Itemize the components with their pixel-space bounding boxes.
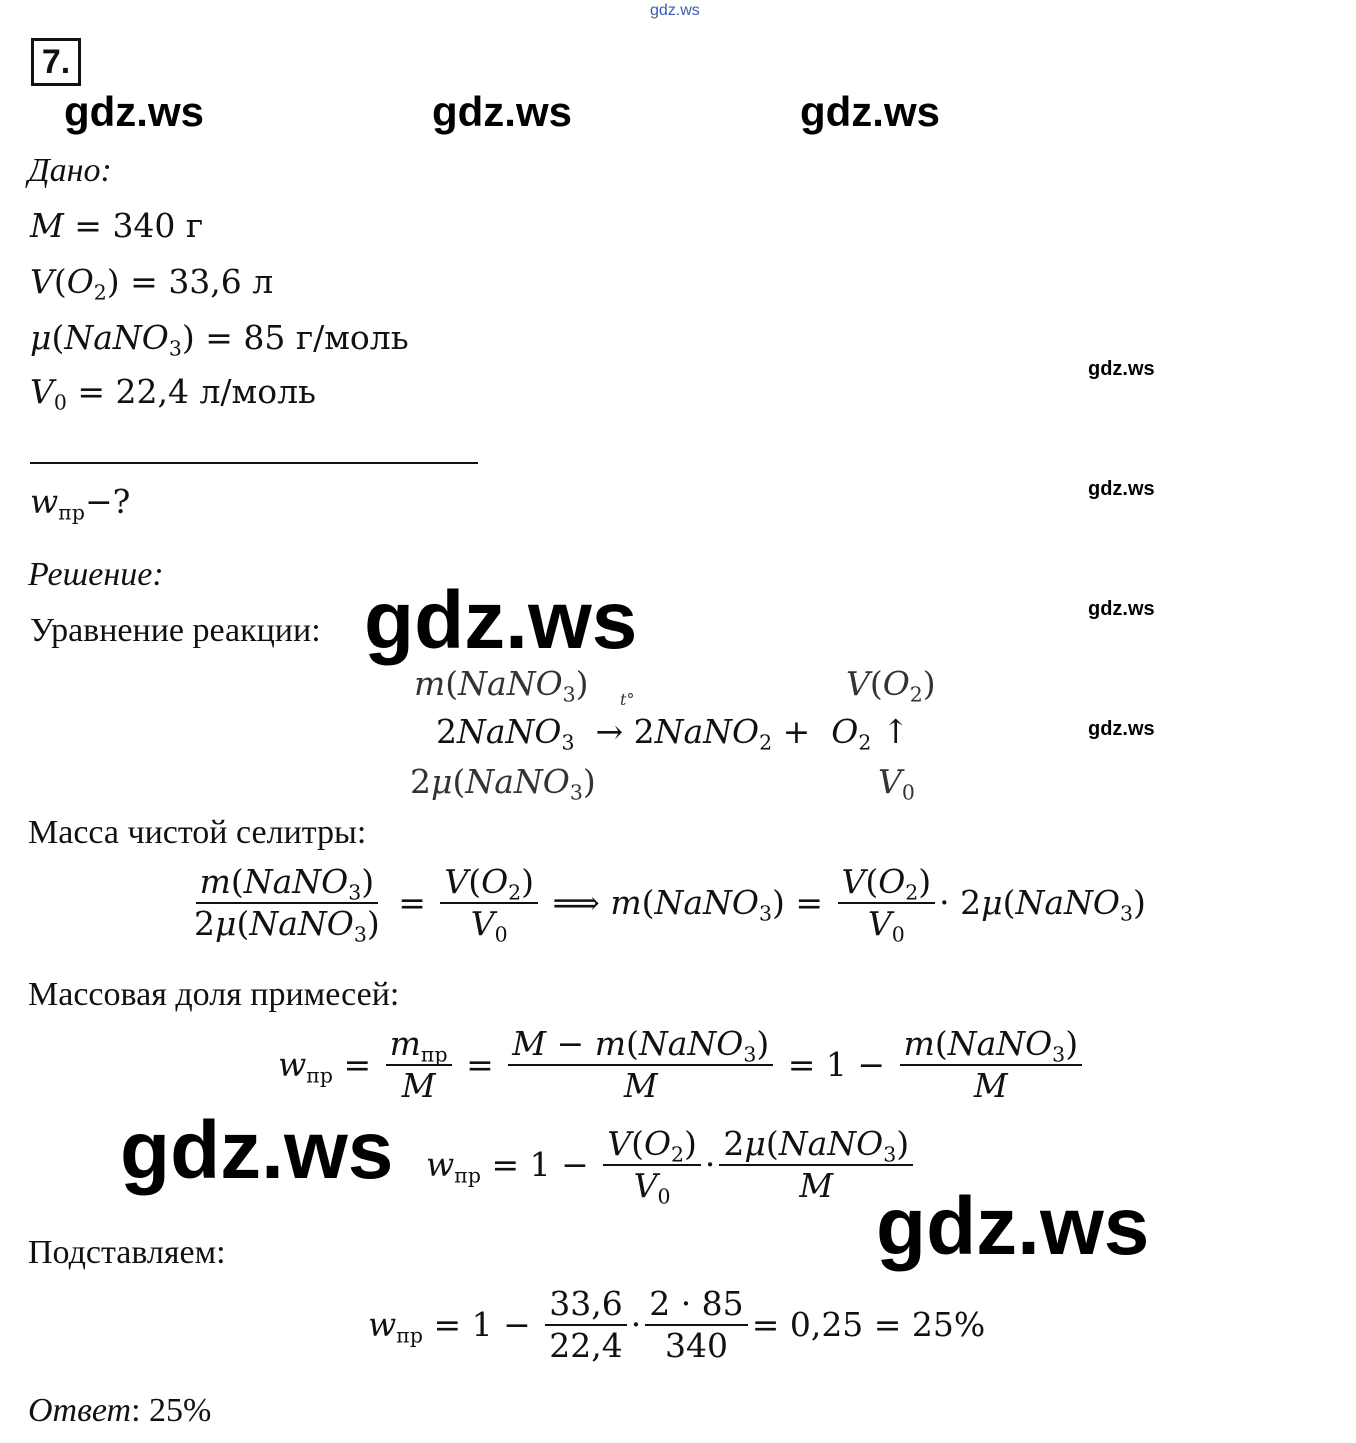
calculation: $w_{пр} = 1$ − $\frac{33,6}{22,4}$ · $\frac{2 \cdot 85}{340}$ = 0,25 = 25% bbox=[368, 1284, 986, 1365]
watermark-large: gdz.ws bbox=[876, 1181, 1150, 1272]
reaction-heat: t° bbox=[620, 690, 635, 709]
given-volume: $V(O_2) = 33,6$ л bbox=[30, 262, 274, 305]
fraction: $\frac{M - m(NaNO_3)}{M}$ bbox=[508, 1024, 773, 1105]
fraction: $\frac{V(O_2)}{V_0}$ bbox=[603, 1124, 701, 1205]
fraction: $\frac{m(NaNO_3)}{M}$ bbox=[900, 1024, 1083, 1105]
given-mass-value: 340 г bbox=[112, 206, 204, 245]
answer-label: Ответ bbox=[28, 1392, 132, 1429]
find-suffix: −? bbox=[84, 482, 131, 521]
find-line: $w_{пр}-$? bbox=[30, 482, 131, 525]
mass-formula: $\frac{m(NaNO_3)}{2\mu(NaNO_3)}$ = $\frac{V(O_2)}{V_0}$ ⟹ m(NaNO$_3$) = $\frac{V(O_2)}{V_0}$ · 2μ(NaNO$_3$) bbox=[186, 862, 1146, 943]
calc-denominator-2: 340 bbox=[664, 1325, 728, 1365]
reaction-top-left: m(NaNO$_3$) bbox=[414, 664, 589, 707]
divider bbox=[30, 462, 478, 464]
watermark-large: gdz.ws bbox=[120, 1105, 394, 1196]
impurity-formula-expanded: $w_{пр} = 1$ − $\frac{V(O_2)}{V_0}$ · $\frac{2\mu(NaNO_3)}{M}$ bbox=[426, 1124, 917, 1205]
calc-numerator-1: 33,6 bbox=[545, 1284, 626, 1326]
calc-numerator-2: 2 · 85 bbox=[645, 1284, 747, 1326]
fraction: $\frac{V(O_2)}{V_0}$ bbox=[440, 862, 538, 943]
fraction: $\frac{m(NaNO_3)}{2\mu(NaNO_3)}$ bbox=[194, 862, 380, 947]
watermark: gdz.ws bbox=[1088, 718, 1155, 740]
watermark: gdz.ws bbox=[1088, 598, 1155, 620]
watermark: gdz.ws bbox=[1088, 358, 1155, 380]
watermark: gdz.ws bbox=[800, 88, 941, 135]
watermark-large: gdz.ws bbox=[364, 575, 638, 666]
solution-heading: Решение: bbox=[28, 556, 164, 593]
fraction: $\frac{m_{пр}}{M}$ bbox=[386, 1024, 452, 1105]
watermark: gdz.ws bbox=[64, 88, 205, 135]
watermark: gdz.ws bbox=[432, 88, 573, 135]
given-molar-volume-value: 22,4 л/моль bbox=[115, 372, 317, 411]
reaction-bottom-right: $V_0$ bbox=[878, 762, 915, 805]
substitute-label: Подставляем: bbox=[28, 1234, 226, 1271]
reaction-top-right: $V(O_2)$ bbox=[846, 664, 936, 707]
given-volume-value: 33,6 л bbox=[168, 262, 274, 301]
watermark-top: gdz.ws bbox=[650, 2, 700, 19]
given-mass: M = 340 г bbox=[30, 206, 204, 245]
fraction: $\frac{V(O_2)}{V_0}$ bbox=[838, 862, 936, 943]
calc-result: = 0,25 = 25% bbox=[751, 1305, 986, 1345]
reaction-equation: 2NaNO$_3$ → 2NaNO$_2$ + $O_2$ ↑ bbox=[436, 712, 910, 755]
task-number: 7. bbox=[31, 38, 81, 86]
given-molar-mass-value: 85 г/моль bbox=[243, 318, 409, 357]
given-molar-volume: $V_0 = 22,4$ л/моль bbox=[30, 372, 317, 415]
fraction-label: Массовая доля примесей: bbox=[28, 976, 400, 1013]
answer-value: : 25% bbox=[131, 1392, 212, 1429]
reaction-bottom-left: 2μ(NaNO$_3$) bbox=[410, 762, 596, 805]
fraction bbox=[645, 1284, 747, 1365]
fraction: $\frac{2\mu(NaNO_3)}{M}$ bbox=[719, 1124, 913, 1205]
mass-label: Масса чистой селитры: bbox=[28, 814, 367, 851]
given-heading: Дано: bbox=[28, 152, 112, 189]
impurity-formula: $w_{пр}$ = $\frac{m_{пр}}{M}$ = $\frac{M - m(NaNO_3)}{M}$ = 1 − $\frac{m(NaNO_3)}{M}$ bbox=[278, 1024, 1086, 1105]
watermark: gdz.ws bbox=[1088, 478, 1155, 500]
reaction-label: Уравнение реакции: bbox=[30, 612, 321, 649]
calc-denominator-1: 22,4 bbox=[549, 1325, 623, 1365]
answer bbox=[28, 1392, 211, 1430]
fraction bbox=[545, 1284, 626, 1365]
given-molar-mass: μ(NaNO$_3$) = 85 г/моль bbox=[30, 318, 409, 361]
